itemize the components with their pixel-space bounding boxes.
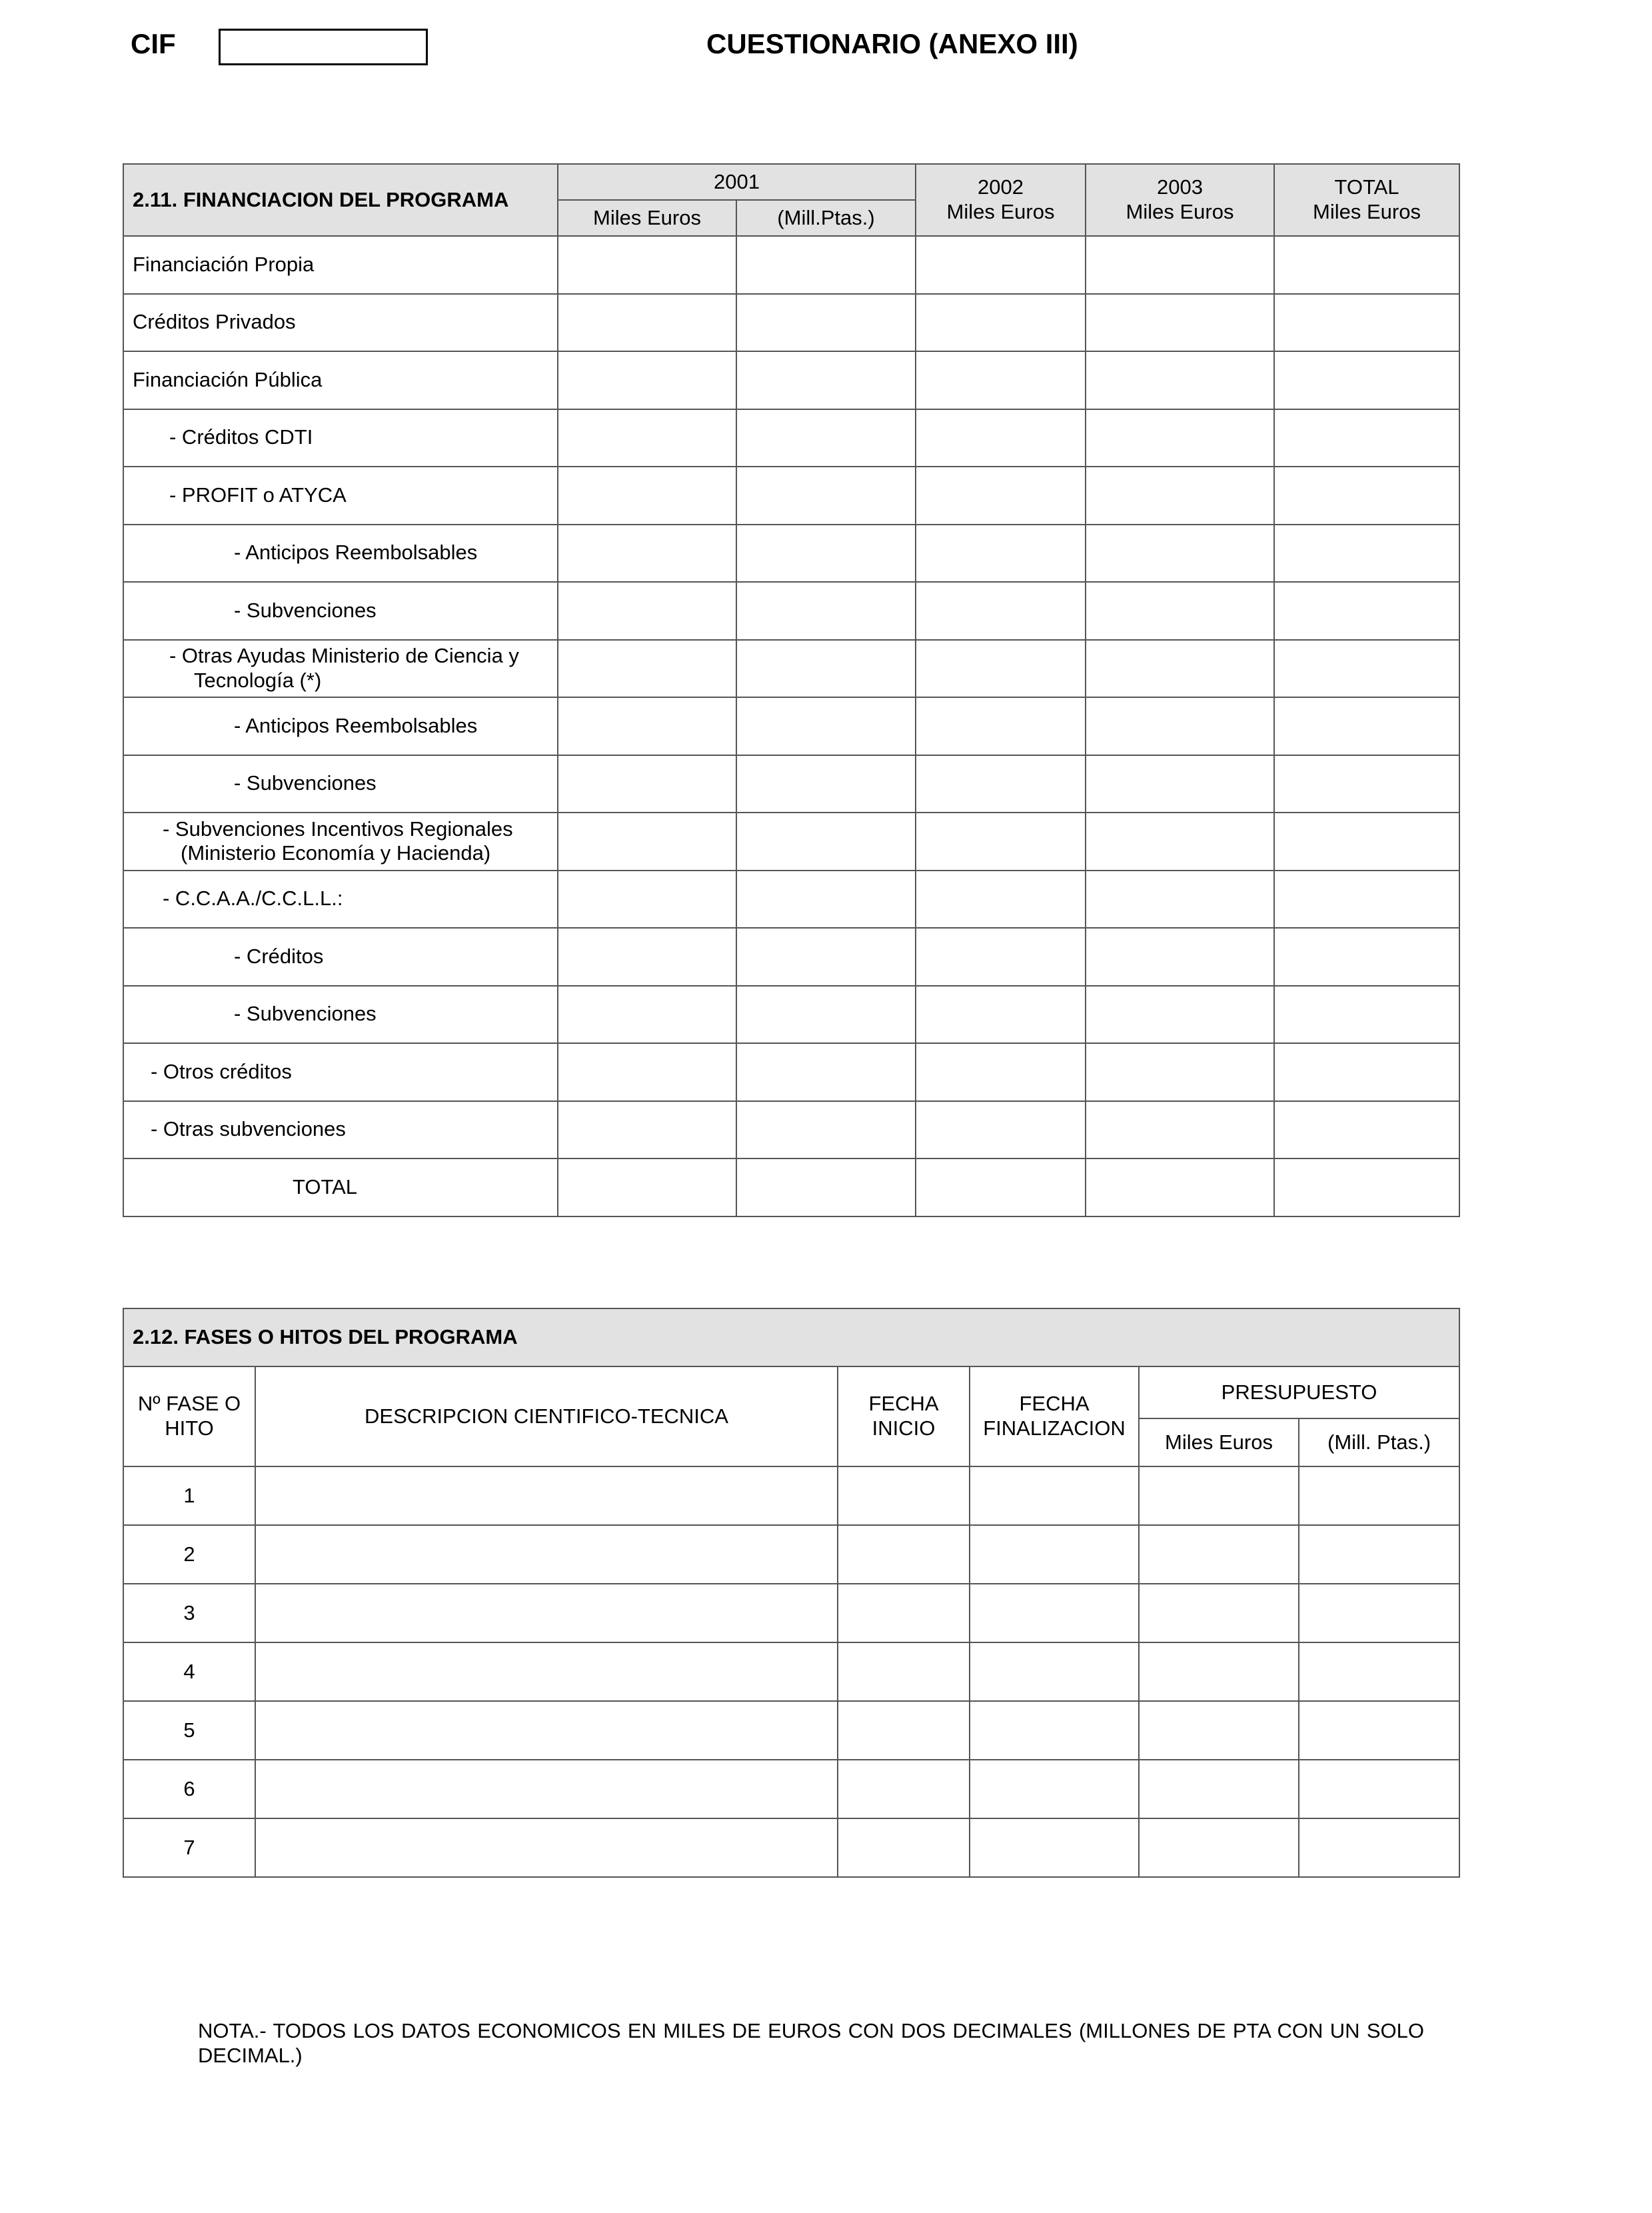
cif-input[interactable] <box>219 29 428 65</box>
cell-2003[interactable] <box>1086 409 1274 467</box>
cell-total[interactable] <box>1274 928 1459 986</box>
cell-2002[interactable] <box>916 409 1086 467</box>
row-label-text: - Subvenciones <box>234 771 377 795</box>
financiacion-row <box>123 640 1459 698</box>
cell-descripcion[interactable] <box>255 1818 838 1877</box>
row-label-text: - Créditos <box>234 944 324 968</box>
row-label <box>123 582 558 640</box>
cell-2003[interactable] <box>1086 755 1274 813</box>
cell-2002[interactable] <box>916 1043 1086 1101</box>
header-2003-year: 2003 <box>1157 175 1203 199</box>
cell-total[interactable] <box>1274 409 1459 467</box>
cell-miles-euros[interactable] <box>1139 1584 1299 1642</box>
header-2001-euros: Miles Euros <box>558 200 736 236</box>
row-label-text: - Subvenciones <box>234 1002 377 1026</box>
cell-fecha-fin[interactable] <box>970 1466 1139 1525</box>
cell-descripcion[interactable] <box>255 1760 838 1818</box>
cell-2003[interactable] <box>1086 294 1274 352</box>
cell-fecha-fin[interactable] <box>970 1584 1139 1642</box>
header-2001-ptas: (Mill.Ptas.) <box>736 200 916 236</box>
cell-total[interactable] <box>1274 1043 1459 1101</box>
cell-2001-ptas[interactable] <box>736 351 916 409</box>
cell-total[interactable] <box>1274 294 1459 352</box>
header-total <box>1274 164 1459 236</box>
row-label-text-line2: (Ministerio Economía y Hacienda) <box>181 841 491 865</box>
cell-2001-ptas[interactable] <box>736 525 916 583</box>
cell-total[interactable] <box>1274 986 1459 1044</box>
row-label <box>123 1158 558 1216</box>
row-label <box>123 813 558 871</box>
row-label <box>123 986 558 1044</box>
header-2003-unit: Miles Euros <box>1126 200 1234 223</box>
cell-2003[interactable] <box>1086 1158 1274 1216</box>
fase-row <box>123 1525 1459 1584</box>
row-label-text: - Créditos CDTI <box>169 425 313 449</box>
row-label <box>123 351 558 409</box>
cell-2001-euros[interactable] <box>558 755 736 813</box>
cell-2002[interactable] <box>916 871 1086 929</box>
cell-2002[interactable] <box>916 351 1086 409</box>
row-label <box>123 467 558 525</box>
header-inicio-line1: FECHA <box>868 1392 939 1416</box>
row-label <box>123 755 558 813</box>
row-label-text: - Anticipos Reembolsables <box>234 713 478 737</box>
fase-number: 5 <box>123 1701 255 1760</box>
cell-descripcion[interactable] <box>255 1642 838 1701</box>
header-2002 <box>916 164 1086 236</box>
fase-number: 3 <box>123 1584 255 1642</box>
cell-miles-euros[interactable] <box>1139 1642 1299 1701</box>
fase-row <box>123 1584 1459 1642</box>
cell-2003[interactable] <box>1086 351 1274 409</box>
cell-2001-ptas[interactable] <box>736 236 916 294</box>
financiacion-row <box>123 813 1459 871</box>
fase-row <box>123 1760 1459 1818</box>
cell-miles-euros[interactable] <box>1139 1466 1299 1525</box>
fase-number: 2 <box>123 1525 255 1584</box>
row-label-text: Financiación Propia <box>133 252 315 276</box>
header-fin-line2: FINALIZACION <box>983 1416 1126 1440</box>
fase-row <box>123 1818 1459 1877</box>
header-total-label: TOTAL <box>1334 175 1399 199</box>
cif-label: CIF <box>131 28 176 59</box>
financiacion-table <box>123 163 1460 1217</box>
row-label-text: - Subvenciones Incentivos Regionales <box>163 817 513 841</box>
cell-2002[interactable] <box>916 986 1086 1044</box>
cell-2003[interactable] <box>1086 640 1274 698</box>
cell-2001-ptas[interactable] <box>736 871 916 929</box>
cell-2001-ptas[interactable] <box>736 294 916 352</box>
cell-2003[interactable] <box>1086 1043 1274 1101</box>
cell-total[interactable] <box>1274 236 1459 294</box>
header-2002-year: 2002 <box>978 175 1024 199</box>
cell-2003[interactable] <box>1086 236 1274 294</box>
header-fase <box>123 1366 255 1466</box>
header-fase-line1: Nº FASE O <box>137 1392 241 1416</box>
cell-2001-euros[interactable] <box>558 871 736 929</box>
cell-total[interactable] <box>1274 1158 1459 1216</box>
cell-mill-ptas[interactable] <box>1299 1760 1459 1818</box>
cell-total[interactable] <box>1274 582 1459 640</box>
row-label <box>123 871 558 929</box>
fase-number: 7 <box>123 1818 255 1877</box>
cell-2001-euros[interactable] <box>558 351 736 409</box>
cell-2002[interactable] <box>916 640 1086 698</box>
fase-number: 1 <box>123 1466 255 1525</box>
cell-fecha-inicio[interactable] <box>838 1701 970 1760</box>
financiacion-row <box>123 582 1459 640</box>
financiacion-title: 2.11. FINANCIACION DEL PROGRAMA <box>123 164 558 236</box>
cell-total[interactable] <box>1274 525 1459 583</box>
cell-total[interactable] <box>1274 640 1459 698</box>
cell-miles-euros[interactable] <box>1139 1760 1299 1818</box>
cell-2001-euros[interactable] <box>558 467 736 525</box>
header-fecha-inicio <box>838 1366 970 1466</box>
cell-2003[interactable] <box>1086 928 1274 986</box>
cell-fecha-inicio[interactable] <box>838 1466 970 1525</box>
cell-2002[interactable] <box>916 467 1086 525</box>
header-descripcion: DESCRIPCION CIENTIFICO-TECNICA <box>255 1366 838 1466</box>
header-fase-line2: HITO <box>165 1416 214 1440</box>
header-inicio-line2: INICIO <box>872 1416 936 1440</box>
cell-2002[interactable] <box>916 294 1086 352</box>
cell-fecha-fin[interactable] <box>970 1642 1139 1701</box>
fases-table <box>123 1308 1460 1878</box>
cell-2002[interactable] <box>916 1158 1086 1216</box>
cell-2001-euros[interactable] <box>558 697 736 755</box>
cell-descripcion[interactable] <box>255 1701 838 1760</box>
cell-2001-ptas[interactable] <box>736 697 916 755</box>
cell-2001-ptas[interactable] <box>736 813 916 871</box>
fase-number: 6 <box>123 1760 255 1818</box>
cell-2003[interactable] <box>1086 871 1274 929</box>
cell-fecha-fin[interactable] <box>970 1818 1139 1877</box>
cell-total[interactable] <box>1274 871 1459 929</box>
cell-2001-euros[interactable] <box>558 294 736 352</box>
row-label-text-line2: Tecnología (*) <box>194 668 322 692</box>
cell-2001-ptas[interactable] <box>736 986 916 1044</box>
cell-descripcion[interactable] <box>255 1466 838 1525</box>
financiacion-row <box>123 755 1459 813</box>
cell-descripcion[interactable] <box>255 1525 838 1584</box>
cell-total[interactable] <box>1274 467 1459 525</box>
header-2003 <box>1086 164 1274 236</box>
cell-2003[interactable] <box>1086 467 1274 525</box>
cell-2003[interactable] <box>1086 986 1274 1044</box>
financiacion-row <box>123 986 1459 1044</box>
cell-2001-euros[interactable] <box>558 409 736 467</box>
row-label <box>123 236 558 294</box>
row-label-text: - Otras Ayudas Ministerio de Ciencia y <box>169 644 519 668</box>
cell-total[interactable] <box>1274 755 1459 813</box>
cell-mill-ptas[interactable] <box>1299 1642 1459 1701</box>
row-label <box>123 1043 558 1101</box>
cell-fecha-fin[interactable] <box>970 1701 1139 1760</box>
cell-2001-euros[interactable] <box>558 986 736 1044</box>
fases-title: 2.12. FASES O HITOS DEL PROGRAMA <box>123 1308 1459 1366</box>
financiacion-row <box>123 1043 1459 1101</box>
fase-number: 4 <box>123 1642 255 1701</box>
row-label-text: Créditos Privados <box>133 310 296 334</box>
cell-2001-ptas[interactable] <box>736 1158 916 1216</box>
cell-mill-ptas[interactable] <box>1299 1584 1459 1642</box>
header-total-unit: Miles Euros <box>1313 200 1421 223</box>
row-label <box>123 409 558 467</box>
cell-2002[interactable] <box>916 813 1086 871</box>
cell-2001-euros[interactable] <box>558 1101 736 1159</box>
cell-2002[interactable] <box>916 236 1086 294</box>
cell-fecha-fin[interactable] <box>970 1760 1139 1818</box>
cell-2003[interactable] <box>1086 1101 1274 1159</box>
header-mill-ptas: (Mill. Ptas.) <box>1299 1418 1459 1466</box>
cell-mill-ptas[interactable] <box>1299 1466 1459 1525</box>
cell-fecha-inicio[interactable] <box>838 1584 970 1642</box>
cell-2002[interactable] <box>916 525 1086 583</box>
fase-row <box>123 1642 1459 1701</box>
cell-miles-euros[interactable] <box>1139 1701 1299 1760</box>
row-label-text: - Otros créditos <box>151 1059 292 1083</box>
cell-2002[interactable] <box>916 697 1086 755</box>
row-label-text: - C.C.A.A./C.C.L.L.: <box>163 887 343 911</box>
financiacion-row <box>123 351 1459 409</box>
cell-2001-euros[interactable] <box>558 928 736 986</box>
cell-miles-euros[interactable] <box>1139 1525 1299 1584</box>
financiacion-row <box>123 236 1459 294</box>
cell-2001-ptas[interactable] <box>736 640 916 698</box>
cell-2001-euros[interactable] <box>558 640 736 698</box>
header-2002-unit: Miles Euros <box>946 200 1055 223</box>
financiacion-row <box>123 1101 1459 1159</box>
header-2001: 2001 <box>558 164 916 200</box>
financiacion-row <box>123 525 1459 583</box>
row-label <box>123 640 558 698</box>
row-label <box>123 928 558 986</box>
cell-fecha-inicio[interactable] <box>838 1818 970 1877</box>
financiacion-row <box>123 294 1459 352</box>
financiacion-row <box>123 871 1459 929</box>
row-label-text: Financiación Pública <box>133 367 323 391</box>
cell-fecha-fin[interactable] <box>970 1525 1139 1584</box>
cell-total[interactable] <box>1274 813 1459 871</box>
row-label <box>123 1101 558 1159</box>
cell-2001-euros[interactable] <box>558 813 736 871</box>
cell-mill-ptas[interactable] <box>1299 1701 1459 1760</box>
cell-2001-ptas[interactable] <box>736 467 916 525</box>
row-label <box>123 294 558 352</box>
financiacion-row <box>123 928 1459 986</box>
cell-fecha-inicio[interactable] <box>838 1760 970 1818</box>
cell-2001-euros[interactable] <box>558 1158 736 1216</box>
cell-2003[interactable] <box>1086 582 1274 640</box>
row-label-text: - PROFIT o ATYCA <box>169 483 347 507</box>
cell-2001-euros[interactable] <box>558 582 736 640</box>
cell-descripcion[interactable] <box>255 1584 838 1642</box>
fase-row <box>123 1466 1459 1525</box>
cell-mill-ptas[interactable] <box>1299 1818 1459 1877</box>
cell-miles-euros[interactable] <box>1139 1818 1299 1877</box>
row-label <box>123 697 558 755</box>
cell-2003[interactable] <box>1086 525 1274 583</box>
cell-2001-ptas[interactable] <box>736 409 916 467</box>
row-label-text: - Subvenciones <box>234 598 377 622</box>
cell-total[interactable] <box>1274 1101 1459 1159</box>
cell-fecha-inicio[interactable] <box>838 1642 970 1701</box>
cell-mill-ptas[interactable] <box>1299 1525 1459 1584</box>
cell-total[interactable] <box>1274 351 1459 409</box>
cell-2001-euros[interactable] <box>558 525 736 583</box>
row-label-text: TOTAL <box>292 1174 358 1198</box>
cell-total[interactable] <box>1274 697 1459 755</box>
header-fin-line1: FECHA <box>1019 1392 1090 1416</box>
header-fecha-fin <box>970 1366 1139 1466</box>
cell-2001-euros[interactable] <box>558 1043 736 1101</box>
document-title: CUESTIONARIO (ANEXO III) <box>706 28 1078 59</box>
cell-2001-ptas[interactable] <box>736 1101 916 1159</box>
cell-2002[interactable] <box>916 928 1086 986</box>
cell-2003[interactable] <box>1086 813 1274 871</box>
cell-2001-ptas[interactable] <box>736 755 916 813</box>
fase-row <box>123 1701 1459 1760</box>
cell-2002[interactable] <box>916 1101 1086 1159</box>
cell-2001-ptas[interactable] <box>736 928 916 986</box>
header-presupuesto: PRESUPUESTO <box>1139 1366 1459 1418</box>
cell-2002[interactable] <box>916 755 1086 813</box>
cell-2002[interactable] <box>916 582 1086 640</box>
financiacion-row <box>123 697 1459 755</box>
row-label <box>123 525 558 583</box>
cell-2001-ptas[interactable] <box>736 582 916 640</box>
financiacion-row <box>123 1158 1459 1216</box>
financiacion-row <box>123 467 1459 525</box>
cell-2003[interactable] <box>1086 697 1274 755</box>
row-label-text: - Anticipos Reembolsables <box>234 541 478 565</box>
cell-2001-ptas[interactable] <box>736 1043 916 1101</box>
header-miles-euros: Miles Euros <box>1139 1418 1299 1466</box>
financiacion-row <box>123 409 1459 467</box>
cell-2001-euros[interactable] <box>558 236 736 294</box>
footnote: NOTA.- TODOS LOS DATOS ECONOMICOS EN MILES DE EUROS CON DOS DECIMALES (MILLONES DE PTA CON UN SOLO DECIMAL.) <box>198 2019 1424 2068</box>
row-label-text: - Otras subvenciones <box>151 1117 346 1141</box>
cell-fecha-inicio[interactable] <box>838 1525 970 1584</box>
